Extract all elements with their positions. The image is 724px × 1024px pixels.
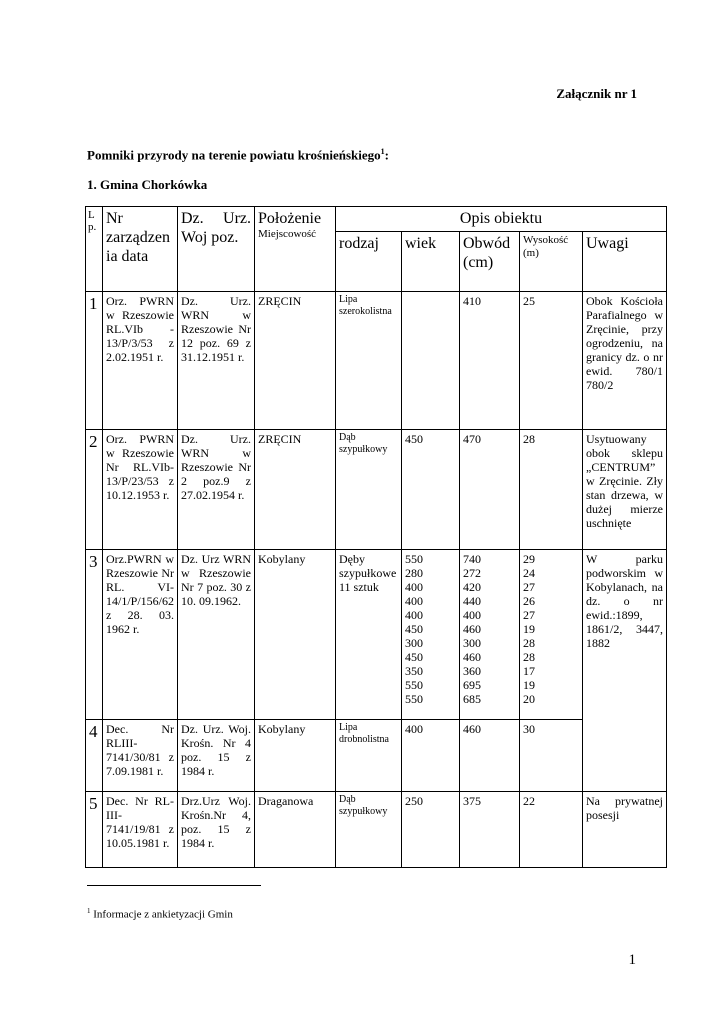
- cell-wiek-value: 300: [405, 636, 423, 650]
- cell-wysokosc-value: 30: [523, 722, 535, 736]
- cell-dz-urz: Dz. Urz. WRN w Rzeszowie Nr 2 poz.9 z 27.02.1954 r.: [178, 430, 255, 550]
- cell-wysokosc-value: 17: [523, 664, 535, 678]
- cell-obwod-value: 410: [463, 294, 481, 308]
- table-row: [86, 292, 667, 430]
- cell-rodzaj: Lipa szerokolistna: [336, 292, 402, 430]
- header-wysokosc: Wysokość (m): [520, 232, 583, 292]
- table-row: [86, 430, 667, 550]
- cell-obwod-value: 440: [463, 594, 481, 608]
- cell-wysokosc: [520, 292, 583, 430]
- cell-wiek: [402, 292, 460, 430]
- cell-obwod-value: 360: [463, 664, 481, 678]
- cell-miejscowosc: Kobylany: [255, 720, 336, 792]
- cell-wysokosc-value: 29: [523, 552, 535, 566]
- cell-obwod-value: 375: [463, 794, 481, 808]
- header-dz-urz: Dz. Urz. Woj poz.: [178, 207, 255, 292]
- cell-miejscowosc: Draganowa: [255, 792, 336, 868]
- cell-obwod: [460, 550, 520, 720]
- cell-lp: 1: [86, 292, 103, 430]
- cell-wysokosc-value: 20: [523, 692, 535, 706]
- footnote-marker: 1: [87, 907, 91, 915]
- footnote-text: Informacje z ankietyzacji Gmin: [93, 908, 233, 921]
- cell-wysokosc-value: 19: [523, 622, 535, 636]
- header-wiek: wiek: [402, 232, 460, 292]
- cell-obwod-value: 400: [463, 608, 481, 622]
- cell-wysokosc-value: 24: [523, 566, 535, 580]
- cell-nr-zarzadzenia: Dec. Nr RLIII-7141/30/81 z 7.09.1981 r.: [103, 720, 178, 792]
- cell-wysokosc: [520, 792, 583, 868]
- cell-wysokosc-value: 28: [523, 636, 535, 650]
- cell-wiek-value: 280: [405, 566, 423, 580]
- cell-nr-zarzadzenia: Dec. Nr RL-III-7141/19/81 z 10.05.1981 r.: [103, 792, 178, 868]
- annex-label: Załącznik nr 1: [556, 86, 637, 101]
- page-number: 1: [628, 952, 636, 968]
- header-obwod: Obwód (cm): [460, 232, 520, 292]
- cell-wiek-value: 550: [405, 552, 423, 566]
- cell-wiek-value: 450: [405, 650, 423, 664]
- cell-wysokosc-value: 27: [523, 608, 535, 622]
- cell-lp: 4: [86, 720, 103, 792]
- monuments-table: [85, 206, 667, 868]
- header-uwagi: Uwagi: [583, 232, 667, 292]
- cell-wiek: [402, 720, 460, 792]
- header-nr-zarzadzenia: Nr zarządzenia data: [103, 207, 178, 292]
- section-heading: 1. Gmina Chorkówka: [87, 177, 208, 192]
- cell-wiek-value: 550: [405, 692, 423, 706]
- cell-wysokosc-value: 22: [523, 794, 535, 808]
- cell-wysokosc: [520, 430, 583, 550]
- cell-obwod-value: 420: [463, 580, 481, 594]
- cell-miejscowosc: ZRĘCIN: [255, 292, 336, 430]
- cell-wiek-value: 450: [405, 432, 423, 446]
- header-miejscowosc-label: Miejscowość: [258, 228, 317, 240]
- header-polozenie: [255, 207, 336, 292]
- cell-dz-urz: Dz. Urz. WRN w Rzeszowie Nr 12 poz. 69 z 31.12.1951 r.: [178, 292, 255, 430]
- cell-rodzaj: Lipa drobnolistna: [336, 720, 402, 792]
- header-rodzaj: rodzaj: [336, 232, 402, 292]
- table-row: [86, 550, 667, 720]
- cell-rodzaj: Dąb szypułkowy: [336, 792, 402, 868]
- table-row: [86, 720, 667, 792]
- cell-obwod-value: 272: [463, 566, 481, 580]
- cell-wiek: [402, 792, 460, 868]
- footnote: [87, 907, 233, 921]
- header-opis-obiektu: Opis obiektu: [336, 207, 667, 232]
- cell-obwod: [460, 792, 520, 868]
- cell-wiek-value: 400: [405, 608, 423, 622]
- cell-rodzaj: Dąb szypułkowy: [336, 430, 402, 550]
- cell-lp: 3: [86, 550, 103, 720]
- cell-lp: 2: [86, 430, 103, 550]
- cell-wiek-value: 450: [405, 622, 423, 636]
- cell-obwod: [460, 292, 520, 430]
- cell-wysokosc-value: 26: [523, 594, 535, 608]
- cell-uwagi: Usytuowany obok sklepu „CENTRUM” w Zręcinie. Zły stan drzewa, w dużej mierze uschnięte: [583, 430, 667, 550]
- cell-obwod-value: 460: [463, 722, 481, 736]
- cell-wiek-value: 550: [405, 678, 423, 692]
- cell-miejscowosc: Kobylany: [255, 550, 336, 720]
- cell-uwagi: Obok Kościoła Parafialnego w Zręcinie, przy ogrodzeniu, na granicy dz. o nr ewid. 780/1 780/2: [583, 292, 667, 430]
- document-title: [87, 147, 389, 163]
- cell-miejscowosc: ZRĘCIN: [255, 430, 336, 550]
- cell-dz-urz: Dz. Urz. Woj. Krośn. Nr 4 poz. 15 z 1984 r.: [178, 720, 255, 792]
- cell-wiek-value: 400: [405, 580, 423, 594]
- cell-wysokosc-value: 25: [523, 294, 535, 308]
- cell-wiek: [402, 430, 460, 550]
- cell-wysokosc-value: 28: [523, 650, 535, 664]
- cell-rodzaj: Dęby szypułkowe 11 sztuk: [336, 550, 402, 720]
- header-lp: Lp.: [86, 207, 103, 292]
- cell-wiek-value: 400: [405, 722, 423, 736]
- title-text: Pomniki przyrody na terenie powiatu krośnieńskiego: [87, 147, 381, 163]
- cell-lp: 5: [86, 792, 103, 868]
- cell-uwagi: Na prywatnej posesji: [583, 792, 667, 868]
- cell-wysokosc-value: 27: [523, 580, 535, 594]
- cell-dz-urz: Dz. Urz WRN w Rzeszowie Nr 7 poz. 30 z 10. 09.1962.: [178, 550, 255, 720]
- title-footnote-ref: 1: [380, 147, 385, 156]
- cell-wysokosc-value: 28: [523, 432, 535, 446]
- cell-nr-zarzadzenia: Orz.PWRN w Rzeszowie Nr RL. VI-14/1/P/156/62 z 28. 03. 1962 r.: [103, 550, 178, 720]
- cell-obwod-value: 460: [463, 650, 481, 664]
- table-row: [86, 792, 667, 868]
- cell-wysokosc: [520, 720, 583, 792]
- cell-obwod-value: 740: [463, 552, 481, 566]
- cell-wysokosc-value: 19: [523, 678, 535, 692]
- footnote-separator: [87, 885, 261, 886]
- cell-dz-urz: Drz.Urz Woj. Krośn.Nr 4, poz. 15 z 1984 r.: [178, 792, 255, 868]
- title-suffix: :: [384, 147, 389, 163]
- cell-wiek: [402, 550, 460, 720]
- cell-wiek-value: 250: [405, 794, 423, 808]
- cell-obwod-value: 460: [463, 622, 481, 636]
- cell-wiek-value: 400: [405, 594, 423, 608]
- cell-nr-zarzadzenia: Orz. PWRN w Rzeszowie Nr RL.VIb-13/P/23/53 z 10.12.1953 r.: [103, 430, 178, 550]
- cell-nr-zarzadzenia: Orz. PWRN w Rzeszowie RL.VIb - 13/P/3/53 z 2.02.1951 r.: [103, 292, 178, 430]
- cell-obwod-value: 695: [463, 678, 481, 692]
- cell-wysokosc: [520, 550, 583, 720]
- cell-obwod-value: 470: [463, 432, 481, 446]
- cell-obwod: [460, 720, 520, 792]
- cell-obwod-value: 300: [463, 636, 481, 650]
- cell-uwagi: W parku podworskim w Kobylanach, na dz. o nr ewid.:1899, 1861/2, 3447, 1882: [583, 550, 667, 792]
- header-polozenie-label: Położenie: [258, 210, 322, 227]
- cell-wiek-value: 350: [405, 664, 423, 678]
- cell-obwod-value: 685: [463, 692, 481, 706]
- cell-obwod: [460, 430, 520, 550]
